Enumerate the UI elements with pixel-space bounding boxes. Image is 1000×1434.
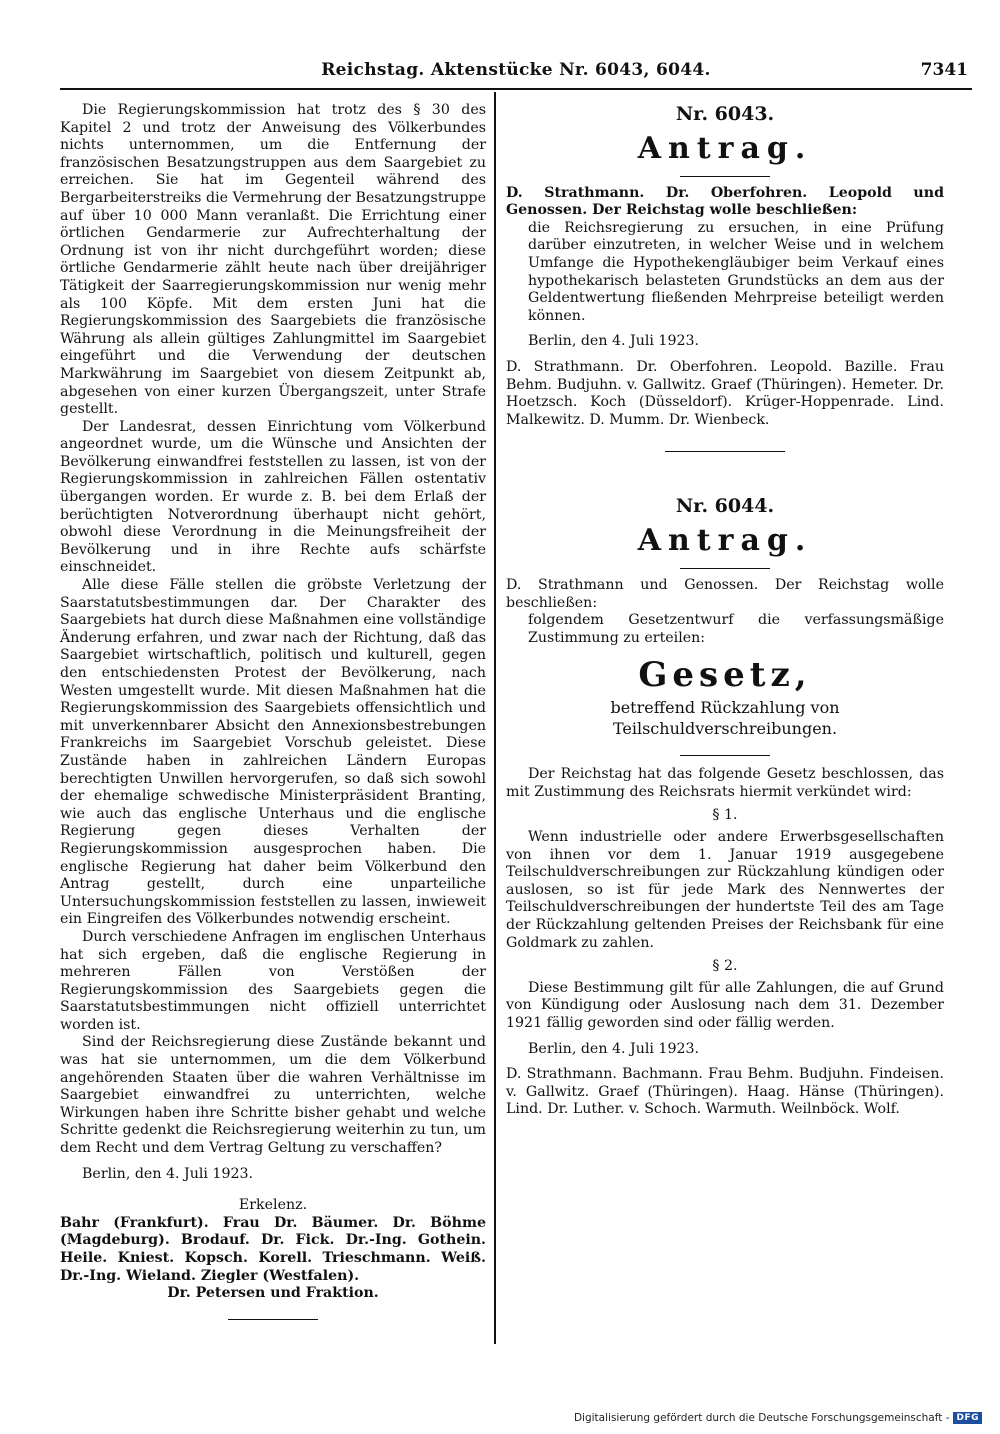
- document-number: Nr. 6043.: [675, 103, 775, 125]
- paragraph: Alle diese Fälle stellen die gröbste Verletzung der Saarstatutsbestimmungen dar. Der Charakter des Saargebiets hat durch diese Maßnahmen eine vollständige Änderung erfahren, und zwar nach der Richtung, daß das Saargebiet wirtschaftlich, politisch und kulturell, gegen den entschiedensten Protest der Bevölkerung, nach Westen umgestellt wurde. Mit diesen Maßnahmen hat die Regierungskommission des Saargebiets offensichtlich und mit unverkennbarer Absicht den Annexionsbestrebungen Frankreichs im Saargebiet Vorschub geleistet. Diese Zustände haben in zahlreichen Ländern Europas berechtigten Unwillen hervorgerufen, so daß sich sowohl der ehemalige schwedische Ministerpräsident Branting, wie auch das englische Unterhaus und die englische Regierung gegen dieses Verhalten der Regierungskommission ausgesprochen haben. Die englische Regierung hat daher beim Völkerbund den Antrag gestellt, durch eine unparteiliche Untersuchungskommission feststellen zu lassen, inwieweit ein Eingreifen des Völkerbundes notwendig erscheint.: [60, 577, 486, 928]
- date-line: Berlin, den 4. Juli 1923.: [528, 333, 700, 350]
- page-header: [60, 58, 972, 90]
- section-rule: [665, 451, 785, 452]
- date-line: Berlin, den 4. Juli 1923.: [82, 1165, 254, 1182]
- signatories-last: Dr. Petersen und Fraktion.: [167, 1285, 379, 1302]
- law-rule: [680, 755, 770, 756]
- paragraph: Sind der Reichsregierung diese Zustände bekannt und was hat sie unternommen, um die dem Völkerbund angehörenden Staaten über die wahren Verhältnisse im Saargebiet einwandfrei zu unterrichten, welche Wirkungen haben ihre Schritte bisher gehabt und welche Schritte gedenkt die Reichsregierung weiterhin zu tun, um dem Recht und dem Vertrag Geltung zu verschaffen?: [60, 1034, 486, 1157]
- paragraph: Durch verschiedene Anfragen im englischen Unterhaus hat sich ergeben, daß die englische Regierung in mehreren Fällen von Verstößen der Regierungskommission des Saargebiets gegen die Saarstatutsbestimmungen nicht offiziell unterrichtet worden ist.: [60, 928, 486, 1033]
- dfg-logo-icon: DFG: [953, 1412, 982, 1424]
- section-text: Diese Bestimmung gilt für alle Zahlungen, die auf Grund von Kündigung oder Auslosung nach dem 31. Dezember 1921 fällig geworden sind oder fällig werden.: [506, 979, 944, 1031]
- footer: [574, 1412, 982, 1424]
- law-title: Gesetz,: [638, 655, 812, 696]
- document-heading: Antrag.: [637, 130, 813, 166]
- signatories: D. Strathmann. Bachmann. Frau Behm. Budjuhn. Findeisen. v. Gallwitz. Graef (Thüringen). Haag. Hänse (Thüringen). Lind. Dr. Luther. v. Schoch. Warmuth. Weilnböck. Wolf.: [506, 1066, 944, 1118]
- heading-rule: [680, 568, 770, 569]
- signatories: Bahr (Frankfurt). Frau Dr. Bäumer. Dr. Böhme (Magdeburg). Brodauf. Dr. Fick. Dr.-Ing. Gothein. Heile. Kniest. Kopsch. Korell. Trieschmann. Weiß. Dr.-Ing. Wieland. Ziegler (Westfalen).: [60, 1214, 486, 1284]
- running-title: Reichstag. Aktenstücke Nr. 6043, 6044.: [321, 60, 711, 80]
- motion-intro: D. Strathmann und Genossen. Der Reichstag wolle beschließen:: [506, 576, 944, 611]
- signatory-head: Erkelenz.: [238, 1197, 308, 1214]
- section-label: § 1.: [712, 807, 738, 824]
- heading-rule: [680, 176, 770, 177]
- section-label: § 2.: [712, 958, 738, 975]
- signatories: D. Strathmann. Dr. Oberfohren. Leopold. Bazille. Frau Behm. Budjuhn. v. Gallwitz. Graef (Thüringen). Hemeter. Dr. Hoetzsch. Koch (Düsseldorf). Krüger-Hoppenrade. Lind. Malkewitz. D. Mumm. Dr. Wienbeck.: [506, 358, 944, 428]
- column-divider: [494, 92, 496, 1344]
- enactment-clause: Der Reichstag hat das folgende Gesetz beschlossen, das mit Zustimmung des Reichsrats hiermit verkündet wird:: [506, 766, 944, 800]
- document-number: Nr. 6044.: [675, 495, 775, 518]
- document-heading: Antrag.: [637, 522, 813, 558]
- footer-text: Digitalisierung gefördert durch die Deutsche Forschungsgemeinschaft -: [573, 1412, 950, 1424]
- motion-text: folgendem Gesetzentwurf die verfassungsmäßige Zustimmung zu erteilen:: [528, 612, 944, 646]
- section-text: Wenn industrielle oder andere Erwerbsgesellschaften von ihnen vor dem 1. Januar 1919 ausgegebene Teilschuldverschreibungen zur Rückzahlung kündigen oder auslosen, so ist für jede Mark des Nennwertes der Teilschuldverschreibungen der hundertste Teil des am Tage der Rückzahlung geltenden Preises der Reichsbank für eine Goldmark zu zahlen.: [506, 829, 944, 951]
- motion-intro: D. Strathmann. Dr. Oberfohren. Leopold und Genossen. Der Reichstag wolle beschließen:: [506, 184, 944, 219]
- end-rule: [228, 1319, 318, 1320]
- paragraph: Der Landesrat, dessen Einrichtung vom Völkerbund angeordnet wurde, um die Wünsche und Ansichten der Bevölkerung einwandfrei feststellen zu lassen, ist von der Regierungskommission in zahlreichen Fällen ostentativ übergangen worden. Er wurde z. B. bei dem Erlaß der berüchtigten Notverordnung überhaupt nicht gehört, obwohl diese Verordnung in die Meinungsfreiheit der Bevölkerung und in ihre Rechte aufs schärfste einschneidet.: [60, 418, 486, 576]
- date-line: Berlin, den 4. Juli 1923.: [528, 1040, 700, 1057]
- right-column: [506, 102, 944, 1119]
- motion-text: die Reichsregierung zu ersuchen, in eine Prüfung darüber einzutreten, in welcher Weise und in welchem Umfange die Hypothekengläubiger beim Verkauf eines hypothekarisch belasteten Grundstücks an dem aus der Geldentwertung fließenden Mehrpreise beteiligt werden können.: [528, 219, 944, 324]
- paragraph: Die Regierungskommission hat trotz des § 30 des Kapitel 2 und trotz der Anweisung des Völkerbundes nichts unternommen, um die Entfernung der französischen Besatzungstruppen aus dem Saargebiet zu erreichen. Sie hat im Gegenteil während des Bergarbeiterstreiks die Vermehrung der Besatzungstruppe auf über 10 000 Mann veranlaßt. Die Errichtung einer örtlichen Gendarmerie zur Aufrechterhaltung der Ordnung ist von ihr nicht durchgeführt worden; diese örtliche Gendarmerie zählt heute nach über dreijähriger Tätigkeit der Saarregierungskommission nur wenig mehr als 100 Köpfe. Mit dem ersten Juni hat die Regierungskommission des Saargebiets die französische Währung als allein gültiges Zahlungmittel im Saargebiet eingeführt und die Verwendung der deutschen Markwährung im Saargebiet von diesem Zeitpunkt ab, abgesehen von einer kurzen Übergangszeit, unter Strafe gestellt.: [60, 102, 486, 418]
- page-number: 7341: [920, 60, 968, 80]
- left-column: [60, 102, 486, 1328]
- law-subtitle: betreffend Rückzahlung von Teilschuldverschreibungen.: [610, 698, 840, 739]
